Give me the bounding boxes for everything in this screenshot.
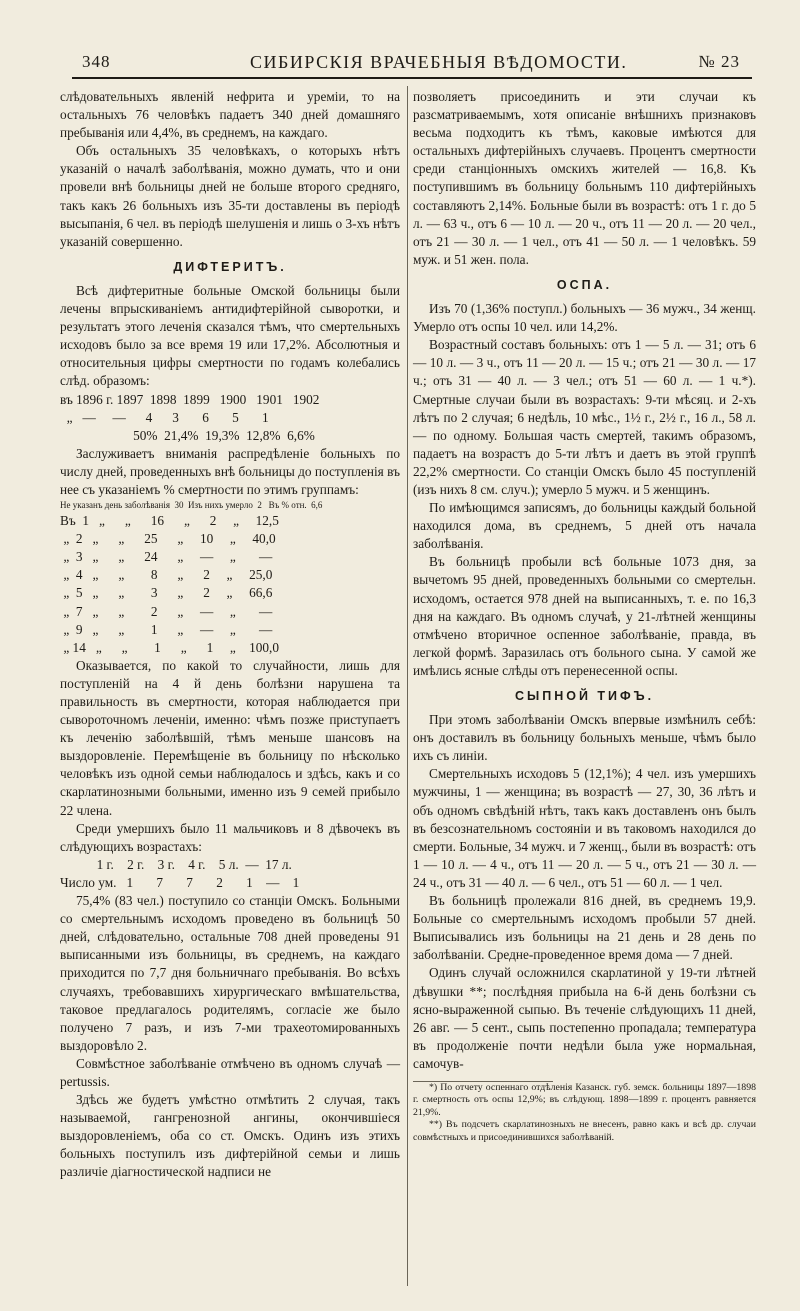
relative-deaths-line: 50% 21,4% 19,3% 12,8% 6,6% [60, 427, 315, 443]
years-line: въ 1896 г. 1897 1898 1899 1900 1901 1902 [60, 391, 320, 407]
paragraph: Смертельныхъ исходовъ 5 (12,1%); 4 чел. изъ умершихъ мужчины, 1 — женщина; въ возрастѣ — 27, 30, 36 лѣтъ и объ одномъ свѣдѣній нѣтъ, такъ какъ доставленъ онъ былъ въ безсознательномъ состояніи и въ таковомъ находился до смерти. Больные, 34 мужч. и 7 женщ., были въ возрастѣ: отъ 1 — 10 л. — 4 ч., отъ 11 — 20 л. — 5 ч., отъ 21 — 30 л. — 24 ч., отъ 31 — 40 л. — 6 чел., отъ 51 — 60 л. — 1 чел. [413, 766, 756, 890]
paragraph: Возрастный составъ больныхъ: отъ 1 — 5 л. — 31; отъ 6 — 10 л. — 3 ч., отъ 11 — 20 л. — 15 ч.; отъ 21 — 30 л. — 17 ч.; отъ 31 — 40 л. — 3 чел.; отъ 51 — 60 л. — 1 ч.*). Смертные случаи были въ возрастахъ: 9-ти мѣсяц. и 2-хъ лѣтъ по 2 случая; 6 недѣль, 10 мѣс., 1½ г., 2½ г., 16 л., 58 л. — по одному. Большая часть смертей, такимъ образомъ, падаетъ на возрастъ до 5-ти лѣтъ и даетъ въ этой группѣ 22,2% смертности. Со станціи Омскъ было 45 поступленій (изъ нихъ 8 см. случ.); умерло 5 мужч. и 5 женщинъ. [413, 337, 756, 497]
paragraph: Всѣ дифтеритные больные Омской больницы были лечены впрыскиваніемъ антидифтерійной сыворотки, и результатъ этого леченія сказался тѣмъ, что смертельныхъ исходовъ было за все время 19 или 17,2%. Абсолютныя и относительныя цифры смертности по годамъ колебались слѣд. образомъ: [60, 282, 400, 389]
issue-number: № 23 [698, 52, 740, 71]
paragraph: Объ остальныхъ 35 человѣкахъ, о которыхъ нѣтъ указаній о началѣ заболѣванія, можно думать, что и они провели внѣ больницы дней не больше второго средняго, такъ какъ 26 больныхъ изъ 35-ти доставлены въ періодѣ высыпанія, 6 чел. въ періодѣ шелушенія и лишь о 3-хъ нѣтъ указаній совершенно. [60, 143, 400, 249]
paragraph: Изъ 70 (1,36% поступл.) больныхъ — 36 мужч., 34 женщ. Умерло отъ оспы 10 чел. или 14,2%. [413, 301, 756, 335]
table-row: „ 5 „ „ 3 „ 2 „ 66,6 [60, 585, 273, 601]
table-row: „ 3 „ „ 24 „ — „ — [60, 549, 273, 565]
right-column [413, 88, 756, 1144]
paragraph: позволяетъ присоединить и эти случаи къ разсматриваемымъ, хотя описаніе внѣшнихъ признаковъ весьма подходитъ къ тѣмъ, каковые имѣются для остальныхъ дифтерійныхъ случаевъ. Процентъ смертности среди станціонныхъ омскихъ жителей — 16,8. Къ поступившимъ въ больницу больнымъ 110 дифтерійныхъ составляютъ 2,14%. Больные были въ возрастѣ: отъ 1 г. до 5 л. — 63 ч., отъ 6 — 10 л. — 20 ч., отъ 11 — 20 л. — 20 чел., отъ 21 — 30 л. — 1 чел., отъ 41 — 50 л. — 1 человѣкъ. 59 муж. и 51 жен. пола. [413, 89, 756, 267]
page-header [60, 52, 750, 74]
section-heading-smallpox: ОСПА. [556, 277, 613, 292]
paragraph: Въ больницѣ пролежали 816 дней, въ среднемъ 19,9. Больные со смертельнымъ исходомъ пробыли 57 дней. Выписывались изъ больницы на 21 день и 28 день по заболѣваніи. Средне-проведенное время дома — 7 дней. [413, 893, 756, 963]
paragraph: Оказывается, по какой то случайности, лишь для поступленій на 4 й день болѣзни нарушена та правильность въ смертности, которая наблюдается при сывороточномъ леченіи, именно: чѣмъ позже приступаетъ къ леченію заболѣвшій, тѣмъ меньше шансовъ на выздоровленіе. Перемѣщеніе въ больницу по нѣсколько человѣкъ изъ одной семьи наблюдалось и здѣсь, какъ и со скарлатинозными больными, именно изъ 9 семей прибыло 22 члена. [60, 657, 400, 818]
table-row: Въ 1 „ „ 16 „ 2 „ 12,5 [60, 513, 279, 529]
footnote: **) Въ подсчетъ скарлатинозныхъ не внесенъ, равно какъ и всѣ др. случаи совмѣстныхъ и присоединившихся заболѣваній. [413, 1119, 756, 1143]
column-divider [407, 86, 408, 1286]
paragraph: Заслуживаетъ вниманія распредѣленіе больныхъ по числу дней, проведенныхъ внѣ больницы до поступленія въ нее съ указаніемъ % смертности по этимъ группамъ: [60, 445, 400, 497]
paragraph: Одинъ случай осложнился скарлатиной у 19-ти лѣтней дѣвушки **; послѣдняя прибыла на 6-й день болѣзни съ ясно-выраженной сыпью. Въ теченіе слѣдующихъ 11 дней, 26 авг. — 5 сент., сыпь постепенно пропадала; температура въ продолженіе почти недѣли была уже нормальная, самочув- [413, 965, 756, 1071]
journal-title: СИБИРСКІЯ ВРАЧЕБНЫЯ ВѢДОМОСТИ. [250, 52, 628, 72]
section-heading-typhus: СЫПНОЙ ТИФЪ. [514, 689, 655, 703]
absolute-deaths-line: „ — — 4 3 6 5 1 [60, 409, 269, 425]
table-row: „ 7 „ „ 2 „ — „ — [60, 603, 273, 619]
paragraph: Совмѣстное заболѣваніе отмѣчено въ одномъ случаѣ — pertussis. [60, 1055, 400, 1089]
footnote: *) По отчету оспеннаго отдѣленія Казанск. губ. земск. больницы 1897—1898 г. смертность отъ оспы 12,9%; въ слѣдующ. 1898—1899 г. процентъ равняется 21,9%. [413, 1081, 756, 1118]
table-row: „ 9 „ „ 1 „ — „ — [60, 621, 273, 637]
paragraph: Среди умершихъ было 11 мальчиковъ и 8 дѣвочекъ въ слѣдующихъ возрастахъ: [60, 820, 400, 854]
paragraph: По имѣющимся записямъ, до больницы каждый больной находился дома, въ среднемъ, 5 дней отъ начала заболѣванія. [413, 500, 756, 552]
ages-line: 1 г. 2 г. 3 г. 4 г. 5 л. — 17 л. [60, 856, 292, 872]
table-row: „ 2 „ „ 25 „ 10 „ 40,0 [60, 531, 276, 547]
paragraph: При этомъ заболѣваніи Омскъ впервые измѣнилъ себѣ: онъ доставилъ въ больницу больныхъ меньше, чѣмъ было ихъ съ линіи. [413, 712, 756, 764]
section-heading-diphtheria: ДИФТЕРИТЪ. [173, 259, 287, 274]
days-table-header: Не указанъ день заболѣванія 30 Изъ нихъ умерло 2 Въ % отн. 6,6 [60, 500, 323, 511]
paragraph: Здѣсь же будетъ умѣстно отмѣтить 2 случая, такъ называемой, гангренозной ангины, окончившіеся выздоровленіемъ, оба со ст. Омскъ. Одинъ изъ этихъ больныхъ поступилъ изъ дифтерійной семьи и лишь различіе діагностической надписи не [60, 1092, 400, 1180]
header-rule [72, 77, 752, 79]
days-table [60, 512, 400, 657]
left-column [60, 88, 400, 1182]
table-row: „ 4 „ „ 8 „ 2 „ 25,0 [60, 567, 273, 583]
table-row: „ 14 „ „ 1 „ 1 „ 100,0 [60, 639, 279, 655]
page-number: 348 [82, 52, 111, 71]
deaths-by-age-line: Число ум. 1 7 7 2 1 — 1 [60, 874, 300, 890]
paragraph: слѣдовательныхъ явленій нефрита и уреміи, то на остальныхъ 76 человѣкъ падаетъ 340 дней домашняго пребыванія или 4,4%, въ среднемъ, на каждаго. [60, 89, 400, 141]
paragraph: Въ больницѣ пробыли всѣ больные 1073 дня, за вычетомъ 95 дней, проведенныхъ больными со смертельн. исходомъ, остается 978 дней на выписанныхъ, т. е. по 16,3 дня на каждаго. Въ одномъ случаѣ, у 21-лѣтней женщины отмѣчено вторичное оспенное заболѣваніе, правда, въ легкой формѣ. Заразилась отъ больного сына. У самой же имѣлись ясные слѣды отъ перенесенной оспы. [413, 554, 756, 678]
paragraph: 75,4% (83 чел.) поступило со станціи Омскъ. Больными со смертельнымъ исходомъ проведено въ больницѣ 50 дней, слѣдовательно, остальные 708 дней проведены 91 выписанными изъ больницы, въ среднемъ, на каждаго приходится по 7,7 дня больничнаго пребыванія. Во всѣхъ случаяхъ, требовавшихъ хирургическаго вмѣшательства, таковое предлагалось родителямъ, согласіе же было получено 7 разъ, и изъ 7-ми трахеотомированныхъ выздоровѣло 2. [60, 893, 400, 1053]
